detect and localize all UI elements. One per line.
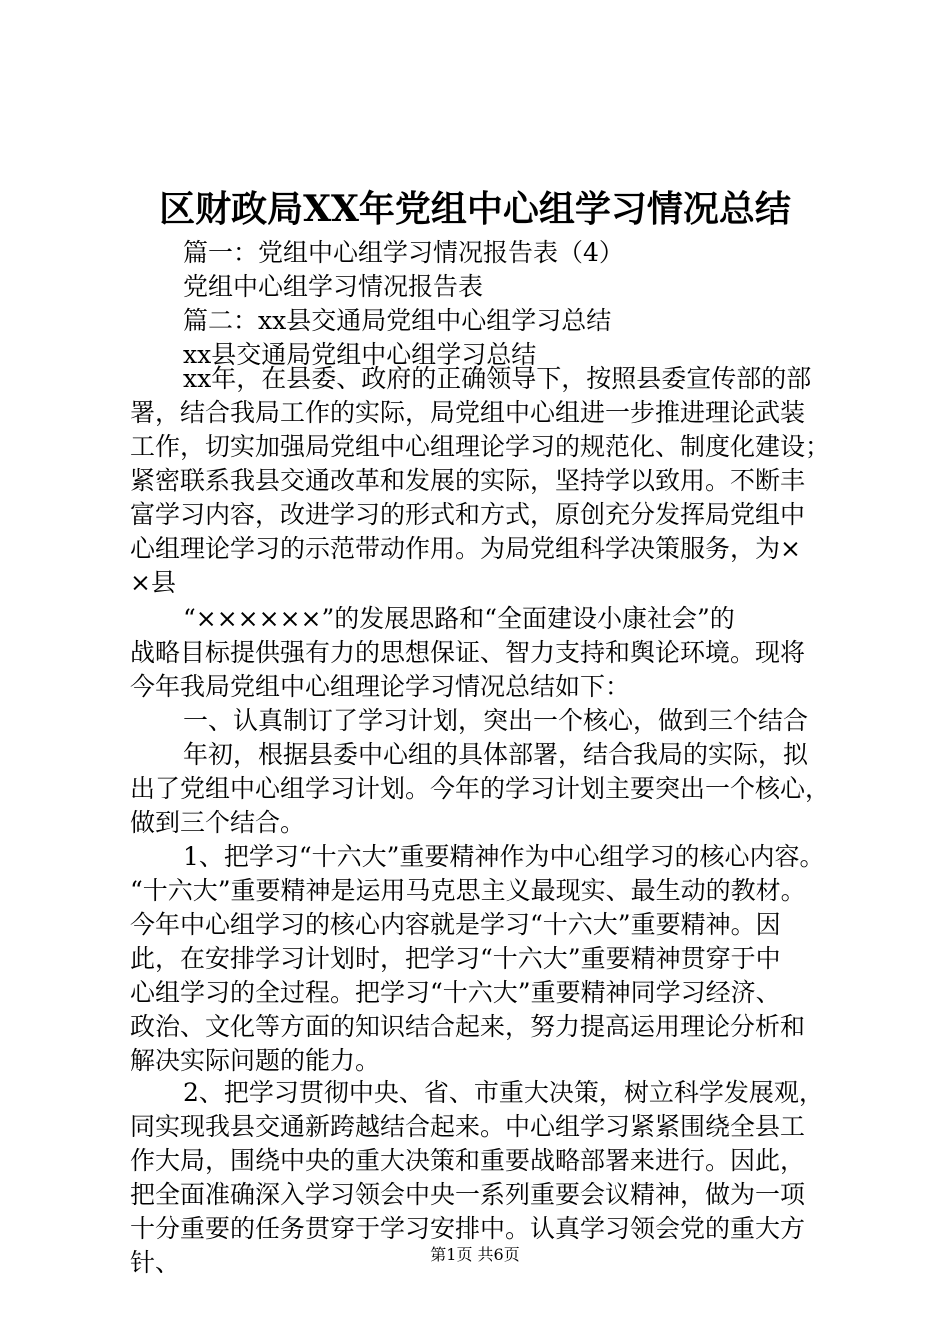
body-line: 战略目标提供强有力的思想保证、智力支持和舆论环境。现将 <box>130 638 806 667</box>
body-line: 十分重要的任务贯穿于学习安排中。认真学习领会党的重大方 <box>130 1214 806 1243</box>
body-line: 同实现我县交通新跨越结合起来。中心组学习紧紧围绕全县工 <box>130 1112 806 1141</box>
body-line: 此，在安排学习计划时，把学习“十六大”重要精神贯穿于中 <box>130 944 781 973</box>
body-line: 作大局，围绕中央的重大决策和重要战略部署来进行。因此， <box>130 1146 806 1175</box>
body-line: “××××××”的发展思路和“全面建设小康社会”的 <box>183 604 735 633</box>
page-number-footer: 第1页 共6页 <box>430 1245 520 1264</box>
body-line: 针、 <box>130 1248 181 1277</box>
body-line: 把全面准确深入学习领会中央一系列重要会议精神，做为一项 <box>130 1180 806 1209</box>
body-line: xx年，在县委、政府的正确领导下，按照县委宣传部的部 <box>183 364 812 393</box>
body-line: 篇二：xx县交通局党组中心组学习总结 <box>183 306 612 335</box>
body-line: 2、把学习贯彻中央、省、市重大决策，树立科学发展观， <box>183 1078 824 1107</box>
body-line: 政治、文化等方面的知识结合起来，努力提高运用理论分析和 <box>130 1012 806 1041</box>
body-line: 紧密联系我县交通改革和发展的实际，坚持学以致用。不断丰 <box>130 466 806 495</box>
body-line: 党组中心组学习情况报告表 <box>183 272 484 301</box>
body-line: 年初，根据县委中心组的具体部署，结合我局的实际，拟 <box>183 740 809 769</box>
body-line: xx县交通局党组中心组学习总结 <box>183 340 537 369</box>
body-line: “十六大”重要精神是运用马克思主义最现实、最生动的教材。 <box>130 876 806 905</box>
body-line: 今年中心组学习的核心内容就是学习“十六大”重要精神。因 <box>130 910 781 939</box>
body-line: 心组学习的全过程。把学习“十六大”重要精神同学习经济、 <box>130 978 781 1007</box>
body-line: 1、把学习“十六大”重要精神作为中心组学习的核心内容。 <box>183 842 825 871</box>
body-line: 心组理论学习的示范带动作用。为局党组科学决策服务，为× <box>130 534 801 563</box>
document-title: 区财政局XX年党组中心组学习情况总结 <box>159 188 791 230</box>
body-line: 出了党组中心组学习计划。今年的学习计划主要突出一个核心， <box>130 774 831 803</box>
body-line: 富学习内容，改进学习的形式和方式，原创充分发挥局党组中 <box>130 500 806 529</box>
body-line: 解决实际问题的能力。 <box>130 1046 381 1075</box>
body-line: ×县 <box>130 568 176 597</box>
body-line: 篇一：党组中心组学习情况报告表（4） <box>183 238 624 267</box>
section-heading: 一、认真制订了学习计划，突出一个核心，做到三个结合 <box>183 706 809 735</box>
body-line: 署，结合我局工作的实际，局党组中心组进一步推进理论武装 <box>130 398 806 427</box>
body-line: 做到三个结合。 <box>130 808 306 837</box>
body-line: 工作，切实加强局党组中心组理论学习的规范化、制度化建设； <box>130 432 831 461</box>
body-line: 今年我局党组中心组理论学习情况总结如下： <box>130 672 631 701</box>
